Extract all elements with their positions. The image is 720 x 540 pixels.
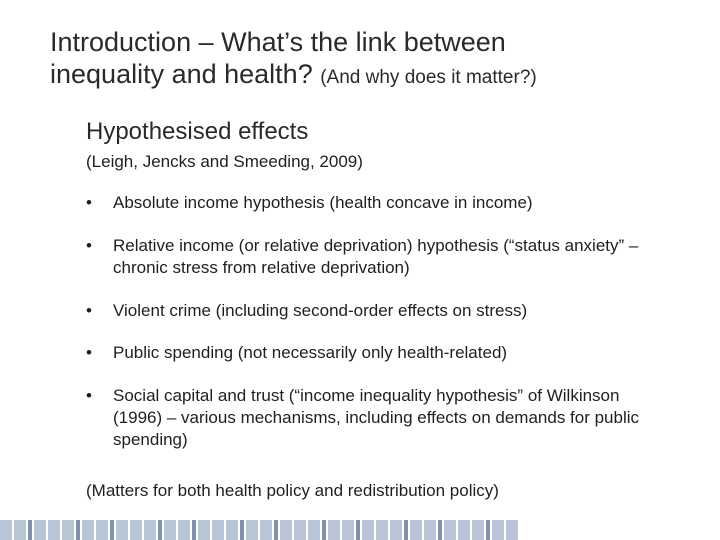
citation: (Leigh, Jencks and Smeeding, 2009) (86, 152, 363, 171)
stripe-segment (376, 520, 388, 540)
stripe-segment (198, 520, 210, 540)
stripe-segment (486, 520, 490, 540)
stripe-segment (14, 520, 26, 540)
stripe-segment (76, 520, 80, 540)
stripe-segment (96, 520, 108, 540)
bullet-dot-icon: • (86, 193, 92, 212)
stripe-segment (158, 520, 162, 540)
bullet-item (86, 342, 666, 364)
stripe-segment (308, 520, 320, 540)
stripe-segment (328, 520, 340, 540)
stripe-segment (342, 520, 354, 540)
stripe-segment (424, 520, 436, 540)
slide-title-subtitle: (And why does it matter?) (320, 67, 537, 88)
bullet-dot-icon: • (86, 236, 92, 255)
stripe-segment (294, 520, 306, 540)
slide-title (50, 26, 690, 94)
stripe-segment (280, 520, 292, 540)
stripe-segment (260, 520, 272, 540)
stripe-segment (212, 520, 224, 540)
stripe-segment (404, 520, 408, 540)
stripe-segment (62, 520, 74, 540)
stripe-segment (246, 520, 258, 540)
stripe-segment (226, 520, 238, 540)
stripe-segment (28, 520, 32, 540)
stripe-segment (274, 520, 278, 540)
bullet-text: Social capital and trust (“income inequality hypothesis” of Wilkinson (1996) – various mechanisms, including effects on demands for public spending) (113, 386, 640, 449)
stripe-segment (178, 520, 190, 540)
bullet-item (86, 300, 666, 322)
stripe-segment (492, 520, 504, 540)
stripe-segment (82, 520, 94, 540)
stripe-segment (192, 520, 196, 540)
bullet-dot-icon: • (86, 301, 92, 320)
stripe-segment (110, 520, 114, 540)
stripe-segment (240, 520, 244, 540)
bullet-dot-icon: • (86, 343, 92, 362)
stripe-segment (472, 520, 484, 540)
bullet-dot-icon: • (86, 386, 92, 405)
stripe-segment (458, 520, 470, 540)
stripe-segment (116, 520, 128, 540)
bullet-item (86, 235, 666, 279)
stripe-segment (144, 520, 156, 540)
slide-title-line1: Introduction – What’s the link between (50, 27, 506, 57)
footer-note: (Matters for both health policy and redistribution policy) (86, 481, 499, 500)
stripe-segment (444, 520, 456, 540)
section-heading: Hypothesised effects (86, 118, 309, 145)
stripe-segment (438, 520, 442, 540)
bullet-text: Violent crime (including second-order effects on stress) (113, 301, 528, 320)
stripe-segment (34, 520, 46, 540)
stripe-segment (322, 520, 326, 540)
slide-title-line2 (50, 58, 690, 94)
stripe-segment (390, 520, 402, 540)
stripe-segment (362, 520, 374, 540)
stripe-segment (48, 520, 60, 540)
stripe-segment (410, 520, 422, 540)
stripe-segment (164, 520, 176, 540)
stripe-segment (356, 520, 360, 540)
decorative-stripe-bar (0, 520, 720, 540)
bullet-item (86, 192, 666, 214)
bullet-text: Public spending (not necessarily only health-related) (113, 343, 508, 362)
bullet-item (86, 385, 666, 451)
bullet-text: Relative income (or relative deprivation) hypothesis (“status anxiety” – chronic stress from relative deprivation) (113, 236, 639, 277)
slide-title-main: inequality and health? (50, 59, 313, 89)
stripe-segment (506, 520, 518, 540)
bullet-text: Absolute income hypothesis (health concave in income) (113, 193, 533, 212)
stripe-segment (130, 520, 142, 540)
stripe-segment (0, 520, 12, 540)
